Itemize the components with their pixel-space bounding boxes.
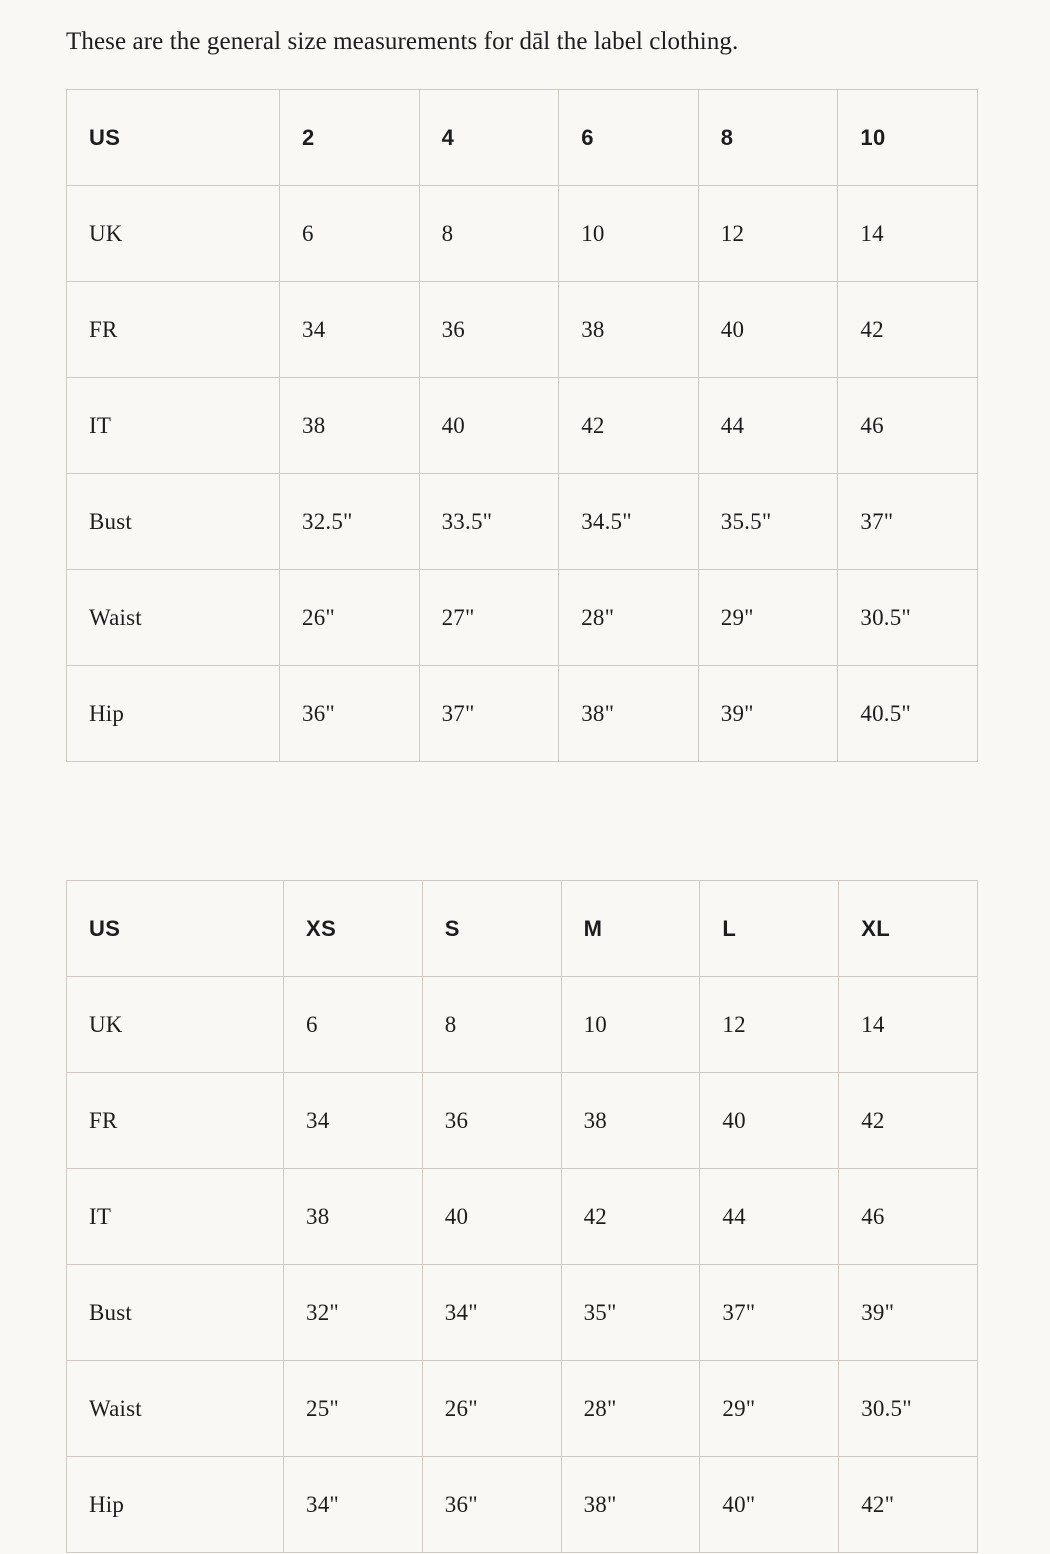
table-cell: 36 xyxy=(422,1073,561,1169)
table-cell: 25" xyxy=(284,1361,423,1457)
table-cell: 46 xyxy=(838,378,978,474)
table-cell: 38 xyxy=(284,1169,423,1265)
table-cell: 8 xyxy=(419,186,559,282)
table-row xyxy=(67,474,978,570)
table-cell: 42 xyxy=(561,1169,700,1265)
table-cell: 32.5" xyxy=(280,474,420,570)
table-cell: 40" xyxy=(700,1457,839,1553)
numeric-size-table xyxy=(66,89,978,762)
table-cell: 36" xyxy=(280,666,420,762)
table-cell: 12 xyxy=(698,186,838,282)
table-row xyxy=(67,282,978,378)
table-cell: 42 xyxy=(838,282,978,378)
table-cell: L xyxy=(700,881,839,977)
row-label: IT xyxy=(67,1169,284,1265)
table-cell: 39" xyxy=(698,666,838,762)
table-cell: 28" xyxy=(561,1361,700,1457)
row-label: UK xyxy=(67,186,280,282)
table-row xyxy=(67,1361,978,1457)
table-cell: 29" xyxy=(700,1361,839,1457)
table-row xyxy=(67,1073,978,1169)
table-cell: 42 xyxy=(839,1073,978,1169)
table-cell: 38 xyxy=(280,378,420,474)
table-row xyxy=(67,186,978,282)
table-cell: 2 xyxy=(280,90,420,186)
table-row xyxy=(67,378,978,474)
table-cell: 40 xyxy=(422,1169,561,1265)
table-cell: 8 xyxy=(698,90,838,186)
table-cell: 14 xyxy=(838,186,978,282)
table-cell: 6 xyxy=(284,977,423,1073)
table-cell: 44 xyxy=(700,1169,839,1265)
table-cell: M xyxy=(561,881,700,977)
table-cell: 29" xyxy=(698,570,838,666)
table-cell: XS xyxy=(284,881,423,977)
table-cell: 40.5" xyxy=(838,666,978,762)
table-cell: 42" xyxy=(839,1457,978,1553)
row-label: Bust xyxy=(67,474,280,570)
row-label: Bust xyxy=(67,1265,284,1361)
table-row xyxy=(67,977,978,1073)
table-cell: XL xyxy=(839,881,978,977)
table-cell: 12 xyxy=(700,977,839,1073)
row-label: IT xyxy=(67,378,280,474)
table-row xyxy=(67,90,978,186)
table-cell: 38 xyxy=(559,282,699,378)
table-cell: 6 xyxy=(280,186,420,282)
table-cell: 38 xyxy=(561,1073,700,1169)
table-cell: 37" xyxy=(838,474,978,570)
table-cell: 10 xyxy=(561,977,700,1073)
row-label: Waist xyxy=(67,1361,284,1457)
row-label: FR xyxy=(67,282,280,378)
table-cell: 30.5" xyxy=(839,1361,978,1457)
table-cell: 37" xyxy=(419,666,559,762)
table-cell: 26" xyxy=(280,570,420,666)
table-cell: 34" xyxy=(422,1265,561,1361)
table-cell: 38" xyxy=(559,666,699,762)
row-label: FR xyxy=(67,1073,284,1169)
numeric-size-table-block xyxy=(66,89,984,762)
table-cell: 28" xyxy=(559,570,699,666)
table-cell: 36" xyxy=(422,1457,561,1553)
table-cell: 37" xyxy=(700,1265,839,1361)
table-cell: 40 xyxy=(700,1073,839,1169)
row-label: Hip xyxy=(67,1457,284,1553)
table-cell: 39" xyxy=(839,1265,978,1361)
table-row xyxy=(67,1457,978,1553)
table-cell: 30.5" xyxy=(838,570,978,666)
intro-text: These are the general size measurements for dāl the label clothing. xyxy=(66,28,739,55)
table-spacer xyxy=(66,762,984,880)
table-cell: 10 xyxy=(559,186,699,282)
table-cell: 6 xyxy=(559,90,699,186)
row-label: US xyxy=(67,90,280,186)
table-cell: S xyxy=(422,881,561,977)
table-cell: 4 xyxy=(419,90,559,186)
table-cell: 34.5" xyxy=(559,474,699,570)
table-row xyxy=(67,570,978,666)
table-cell: 26" xyxy=(422,1361,561,1457)
row-label: Hip xyxy=(67,666,280,762)
table-cell: 35" xyxy=(561,1265,700,1361)
table-cell: 35.5" xyxy=(698,474,838,570)
table-cell: 10 xyxy=(838,90,978,186)
row-label: UK xyxy=(67,977,284,1073)
table-cell: 46 xyxy=(839,1169,978,1265)
table-row xyxy=(67,881,978,977)
table-cell: 40 xyxy=(698,282,838,378)
table-cell: 34 xyxy=(280,282,420,378)
table-cell: 38" xyxy=(561,1457,700,1553)
letter-size-table xyxy=(66,880,978,1553)
row-label: US xyxy=(67,881,284,977)
table-cell: 32" xyxy=(284,1265,423,1361)
table-row xyxy=(67,1169,978,1265)
table-row xyxy=(67,1265,978,1361)
table-cell: 44 xyxy=(698,378,838,474)
table-cell: 40 xyxy=(419,378,559,474)
table-cell: 42 xyxy=(559,378,699,474)
table-cell: 14 xyxy=(839,977,978,1073)
table-cell: 27" xyxy=(419,570,559,666)
row-label: Waist xyxy=(67,570,280,666)
table-cell: 8 xyxy=(422,977,561,1073)
table-cell: 33.5" xyxy=(419,474,559,570)
table-cell: 34" xyxy=(284,1457,423,1553)
table-cell: 34 xyxy=(284,1073,423,1169)
table-cell: 36 xyxy=(419,282,559,378)
letter-size-table-block xyxy=(66,880,984,1553)
table-row xyxy=(67,666,978,762)
